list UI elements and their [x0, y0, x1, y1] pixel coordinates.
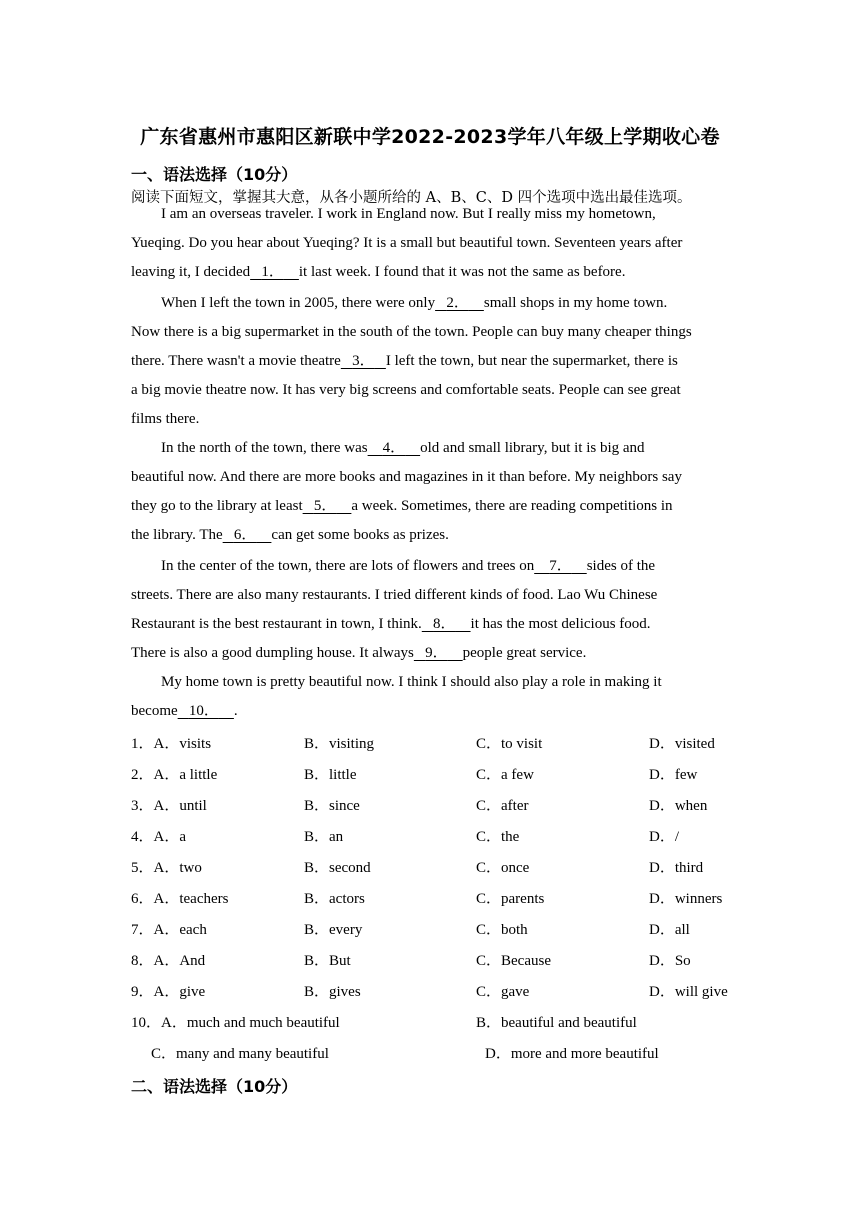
passage-line	[131, 258, 731, 287]
passage-text: In the north of the town, there was	[161, 440, 368, 456]
blank-2: 2．	[446, 295, 469, 311]
section-heading-1: 一、语法选择（10分）	[131, 165, 298, 184]
passage-line: beautiful now. And there are more books and magazines in it than before. My neighbors say	[131, 469, 682, 485]
option-d: D．So	[649, 953, 691, 969]
option-c: C．parents	[476, 891, 545, 907]
passage-text: There is also a good dumpling house. It always	[131, 645, 414, 661]
passage-line	[131, 639, 731, 668]
paragraph-4	[131, 552, 731, 668]
passage-text: can get some books as prizes.	[271, 527, 449, 543]
blank-8: 8．	[433, 616, 456, 632]
option-d: D．third	[649, 860, 704, 876]
passage-line	[131, 492, 731, 521]
blank-3: 3．	[352, 353, 375, 369]
passage	[131, 200, 731, 726]
option-b: B．second	[304, 860, 371, 876]
option-b: B．beautiful and beautiful	[476, 1015, 637, 1031]
paragraph-1	[131, 200, 731, 287]
passage-text: there. There wasn't a movie theatre	[131, 353, 341, 369]
question-row-3	[131, 793, 751, 824]
option-c: C．to visit	[476, 736, 543, 752]
option-b: B．gives	[304, 984, 361, 1000]
option-d: D．all	[649, 922, 690, 938]
passage-text: old and small library, but it is big and	[420, 440, 645, 456]
paragraph-3	[131, 434, 731, 550]
option-d: D．when	[649, 798, 708, 814]
blank-10: 10．	[188, 703, 219, 719]
blank-6: 6．	[233, 527, 257, 543]
option-b: B．visiting	[304, 736, 375, 752]
passage-text: people great service.	[462, 645, 587, 661]
passage-text: sides of the	[586, 558, 656, 574]
option-b: B．every	[304, 922, 363, 938]
passage-line	[131, 347, 731, 376]
page-title: 广东省惠州市惠阳区新联中学2022-2023学年八年级上学期收心卷	[140, 126, 720, 148]
question-number-and-option-a: 4．A．a	[131, 829, 187, 845]
passage-line: a big movie theatre now. It has very big screens and comfortable seats. People can see great	[131, 382, 681, 398]
question-row-5	[131, 855, 751, 886]
question-options	[131, 731, 751, 1072]
passage-text: it last week. I found that it was not the same as before.	[298, 264, 626, 280]
passage-line	[131, 552, 731, 581]
passage-text: I left the town, but near the supermarket, there is	[385, 353, 678, 369]
question-number-and-option-a: 1．A．visits	[131, 736, 212, 752]
passage-text: Restaurant is the best restaurant in town, I think.	[131, 616, 422, 632]
question-number-and-option-a: 5．A．two	[131, 860, 202, 876]
passage-line	[131, 289, 731, 318]
passage-line	[131, 434, 731, 463]
passage-text: the library. The	[131, 527, 223, 543]
option-d: D．/	[649, 829, 680, 845]
option-c: C．gave	[476, 984, 530, 1000]
question-row-6	[131, 886, 751, 917]
paragraph-5	[131, 668, 731, 726]
option-d: D．more and more beautiful	[485, 1046, 659, 1062]
section-heading-2: 二、语法选择（10分）	[131, 1077, 298, 1096]
passage-text: In the center of the town, there are lots of flowers and trees on	[161, 558, 535, 574]
passage-text: become	[131, 703, 178, 719]
passage-text: they go to the library at least	[131, 498, 303, 514]
question-number-and-option-a: 6．A．teachers	[131, 891, 229, 907]
option-d: D．will give	[649, 984, 728, 1000]
option-b: B．since	[304, 798, 360, 814]
option-b: B．actors	[304, 891, 365, 907]
blank-1: 1．	[261, 264, 284, 280]
option-b: B．an	[304, 829, 344, 845]
option-d: D．winners	[649, 891, 723, 907]
question-number-and-option-a: 8．A．And	[131, 953, 206, 969]
passage-line	[131, 610, 731, 639]
option-b: B．But	[304, 953, 351, 969]
passage-line: I am an overseas traveler. I work in England now. But I really miss my hometown,	[161, 206, 656, 222]
passage-line: My home town is pretty beautiful now. I think I should also play a role in making it	[161, 674, 662, 690]
question-row-4	[131, 824, 751, 855]
question-row-2	[131, 762, 751, 793]
question-number-and-option-a: 9．A．give	[131, 984, 206, 1000]
paragraph-2	[131, 289, 731, 434]
passage-text: a week. Sometimes, there are reading competitions in	[351, 498, 673, 514]
question-number-and-option-a: 7．A．each	[131, 922, 207, 938]
passage-text: small shops in my home town.	[483, 295, 668, 311]
question-number-and-option-a: 2．A．a little	[131, 767, 218, 783]
question-number-and-option-a: 10．A．much and much beautiful	[131, 1015, 340, 1031]
passage-text: it has the most delicious food.	[470, 616, 651, 632]
option-c: C．a few	[476, 767, 534, 783]
question-row-1	[131, 731, 751, 762]
passage-line	[131, 697, 731, 726]
passage-text: .	[233, 703, 238, 719]
question-row-9	[131, 979, 751, 1010]
passage-line: films there.	[131, 411, 200, 427]
question-number-and-option-a: 3．A．until	[131, 798, 207, 814]
option-b: B．little	[304, 767, 357, 783]
passage-line: streets. There are also many restaurants. I tried different kinds of food. Lao Wu Chinese	[131, 587, 658, 603]
passage-line: Now there is a big supermarket in the south of the town. People can buy many cheaper things	[131, 324, 692, 340]
question-row-10	[131, 1010, 751, 1041]
option-c: C．many and many beautiful	[151, 1046, 329, 1062]
blank-4: 4．	[382, 440, 406, 456]
question-row-7	[131, 917, 751, 948]
option-c: C．both	[476, 922, 528, 938]
blank-7: 7．	[549, 558, 572, 574]
option-c: C．after	[476, 798, 529, 814]
question-row-8	[131, 948, 751, 979]
passage-text: When I left the town in 2005, there were only	[161, 295, 436, 311]
option-d: D．few	[649, 767, 698, 783]
blank-9: 9．	[425, 645, 448, 661]
question-row-10-cont	[131, 1041, 751, 1072]
option-d: D．visited	[649, 736, 715, 752]
passage-line	[131, 521, 731, 550]
passage-text: leaving it, I decided	[131, 264, 251, 280]
instructions: 阅读下面短文，掌握其大意，从各小题所给的 A、B、C、D 四个选项中选出最佳选项。	[131, 190, 692, 206]
option-c: C．once	[476, 860, 530, 876]
option-c: C．the	[476, 829, 520, 845]
passage-line: Yueqing. Do you hear about Yueqing? It is a small but beautiful town. Seventeen years after	[131, 235, 683, 251]
option-c: C．Because	[476, 953, 551, 969]
blank-5: 5．	[313, 498, 337, 514]
